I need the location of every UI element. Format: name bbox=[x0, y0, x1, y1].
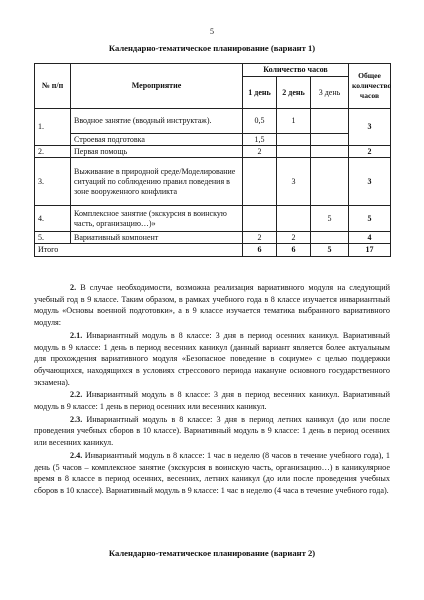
row-day2: 3 bbox=[277, 158, 311, 206]
row-event: Комплексное занятие (экскурсия в воинскую часть, организацию…)» bbox=[71, 206, 243, 232]
row-day1: 2 bbox=[243, 232, 277, 244]
row-day2 bbox=[277, 206, 311, 232]
row-total: 3 bbox=[349, 109, 391, 146]
header-num: № п/п bbox=[35, 64, 71, 109]
row-day3 bbox=[311, 134, 349, 146]
row-day3: 5 bbox=[311, 206, 349, 232]
row-num: 5. bbox=[35, 232, 71, 244]
row-event: Выживание в природной среде/Моделирование ситуаций по соблюдению правил поведения в зоне вооруженного конфликта bbox=[71, 158, 243, 206]
table-row bbox=[35, 206, 391, 232]
row-total: 2 bbox=[349, 146, 391, 158]
row-day2: 1 bbox=[277, 109, 311, 134]
row-day1: 1,5 bbox=[243, 134, 277, 146]
table-title-variant-1: Календарно-тематическое планирование (вариант 1) bbox=[108, 43, 316, 53]
row-day2 bbox=[277, 134, 311, 146]
paragraph-text: Инвариантный модуль в 8 классе: 3 дня в период осенних каникул. Вариативный модуль в 9 классе: 1 день в период весенних каникул (данный вариант является более актуальным для прохождения вариативного модуля «Безопасное поведение в социуме» с целью поддержки обучающихся, находящихся в условиях стрессового периода накануне основного государственного экзамена). bbox=[34, 330, 390, 387]
paragraph-2-4 bbox=[34, 450, 390, 497]
body-text bbox=[34, 282, 390, 497]
table-row bbox=[35, 158, 391, 206]
paragraph-2-2 bbox=[34, 389, 390, 412]
page-number: 5 bbox=[210, 27, 214, 36]
row-day1 bbox=[243, 206, 277, 232]
paragraph-number: 2.4. bbox=[70, 450, 83, 460]
row-day3 bbox=[311, 232, 349, 244]
row-total: 3 bbox=[349, 158, 391, 206]
paragraph-text: Инвариантный модуль в 8 классе: 3 дня в период летних каникул (до или после проведения учебных сборов в 10 классе). Вариативный модуль в 9 классе: 1 день в период осенних или весенних каникул. bbox=[34, 414, 390, 448]
header-day3: 3 день bbox=[311, 77, 349, 109]
paragraph-number: 2. bbox=[70, 283, 77, 292]
row-total: 5 bbox=[349, 206, 391, 232]
table-row bbox=[35, 134, 391, 146]
row-event: Строевая подготовка bbox=[71, 134, 243, 146]
row-event: Первая помощь bbox=[71, 146, 243, 158]
paragraph-2 bbox=[34, 282, 390, 329]
total-label: Итого bbox=[35, 244, 243, 257]
total-day3: 5 bbox=[311, 244, 349, 257]
paragraph-2-1 bbox=[34, 330, 390, 389]
table-row bbox=[35, 146, 391, 158]
row-event: Вариативный компонент bbox=[71, 232, 243, 244]
row-day1: 0,5 bbox=[243, 109, 277, 134]
paragraph-number: 2.3. bbox=[70, 414, 83, 424]
header-hours: Количество часов bbox=[243, 64, 349, 77]
header-total: Общее количество часов bbox=[349, 64, 391, 109]
paragraph-text: В случае необходимости, возможна реализация вариативного модуля на следующий учебный год в 9 классе. Таким образом, в рамках учебного года в 8 классе изучается инвариантный модуль «Основы военной подготовки», а в 9 классе изучается тематика выбранного вариативного модуля: bbox=[34, 283, 390, 328]
row-num: 4. bbox=[35, 206, 71, 232]
row-day3 bbox=[311, 146, 349, 158]
row-num: 1. bbox=[35, 109, 71, 146]
row-day2 bbox=[277, 146, 311, 158]
header-day2: 2 день bbox=[277, 77, 311, 109]
paragraph-number: 2.1. bbox=[70, 330, 83, 340]
planning-table bbox=[34, 63, 391, 257]
table-total-row bbox=[35, 244, 391, 257]
row-num: 3. bbox=[35, 158, 71, 206]
row-day3 bbox=[311, 109, 349, 134]
table-row bbox=[35, 232, 391, 244]
row-day3 bbox=[311, 158, 349, 206]
paragraph-text: Инвариантный модуль в 8 классе: 1 час в неделю (8 часов в течение учебного года), 1 день (5 часов – комплексное занятие (экскурсия в воинскую часть, организацию…) в каникулярное время в 8 классе в период осенних, весенних, летних каникул (до или после проведения учебных сборов в 10 классе). Вариативный модуль в 9 классе: 1 час в неделю (4 часа в течение учебного года). bbox=[34, 450, 390, 495]
paragraph-number: 2.2. bbox=[70, 390, 83, 400]
row-day2: 2 bbox=[277, 232, 311, 244]
row-day1: 2 bbox=[243, 146, 277, 158]
row-event: Вводное занятие (вводный инструктаж). bbox=[71, 109, 243, 134]
header-day1: 1 день bbox=[243, 77, 277, 109]
total-all: 17 bbox=[349, 244, 391, 257]
table-row bbox=[35, 109, 391, 134]
total-day1: 6 bbox=[243, 244, 277, 257]
header-event: Мероприятие bbox=[71, 64, 243, 109]
paragraph-text: Инвариантный модуль в 8 классе: 3 дня в период весенних каникул. Вариативный модуль в 9 классе: 1 день в период осенних или весенних каникул. bbox=[34, 390, 390, 412]
table-title-variant-2: Календарно-тематическое планирование (вариант 2) bbox=[108, 548, 316, 558]
row-day1 bbox=[243, 158, 277, 206]
paragraph-2-3 bbox=[34, 414, 390, 449]
row-num: 2. bbox=[35, 146, 71, 158]
row-total: 4 bbox=[349, 232, 391, 244]
total-day2: 6 bbox=[277, 244, 311, 257]
